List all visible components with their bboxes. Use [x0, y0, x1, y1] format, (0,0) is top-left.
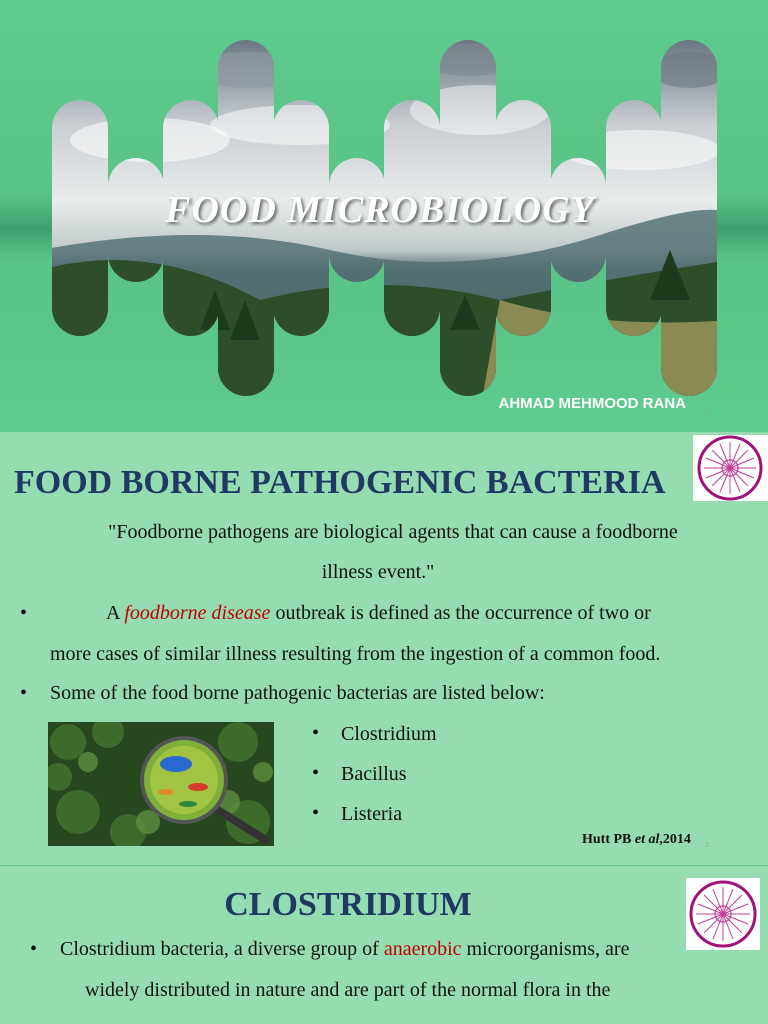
clostridium-slide [0, 866, 768, 1024]
bacteria-item: Bacillus [341, 763, 407, 785]
bullet-2: Some of the food borne pathogenic bacterias are listed below: [50, 682, 545, 704]
citation: Hutt PB et al,2014 [582, 832, 691, 847]
highlight-term: anaerobic [383, 938, 462, 960]
page-number: 2 [705, 842, 709, 849]
mandala-logo-icon [693, 435, 768, 501]
mandala-logo-icon [686, 878, 760, 950]
logo [686, 878, 760, 950]
page-number: 1 [705, 410, 709, 417]
clostridium-line-1: Clostridium bacteria, a diverse group of anaerobic microorganisms, are [60, 938, 630, 960]
quote-line-2: illness event." [321, 561, 435, 583]
bullet-marker: • [312, 722, 320, 744]
slide-heading: CLOSTRIDIUM [224, 886, 472, 923]
bullet-marker: • [312, 762, 320, 784]
author-name: AHMAD MEHMOOD RANA [498, 395, 686, 412]
bacteria-magnifier-image [48, 722, 274, 846]
slide-heading: FOOD BORNE PATHOGENIC BACTERIA [14, 464, 666, 501]
bullet-marker: • [30, 938, 38, 960]
clostridium-line-2: widely distributed in nature and are part of the normal flora in the [85, 979, 611, 1001]
bullet-marker: • [312, 802, 320, 824]
title-slide [0, 0, 768, 432]
bullet-1-line-1: A foodborne disease outbreak is defined as the occurrence of two or [106, 602, 651, 624]
bullet-1-line-2: more cases of similar illness resulting from the ingestion of a common food. [50, 643, 661, 665]
quote-line-1: "Foodborne pathogens are biological agents that can cause a foodborne [108, 521, 678, 543]
bullet-marker: • [20, 682, 28, 704]
presentation-title: FOOD MICROBIOLOGY [165, 189, 595, 231]
bacteria-item: Clostridium [341, 723, 437, 745]
highlight-term: foodborne disease [124, 602, 271, 624]
bacteria-item: Listeria [341, 803, 403, 825]
logo [693, 435, 768, 501]
bullet-marker: • [20, 602, 28, 624]
bacteria-slide [0, 432, 768, 865]
